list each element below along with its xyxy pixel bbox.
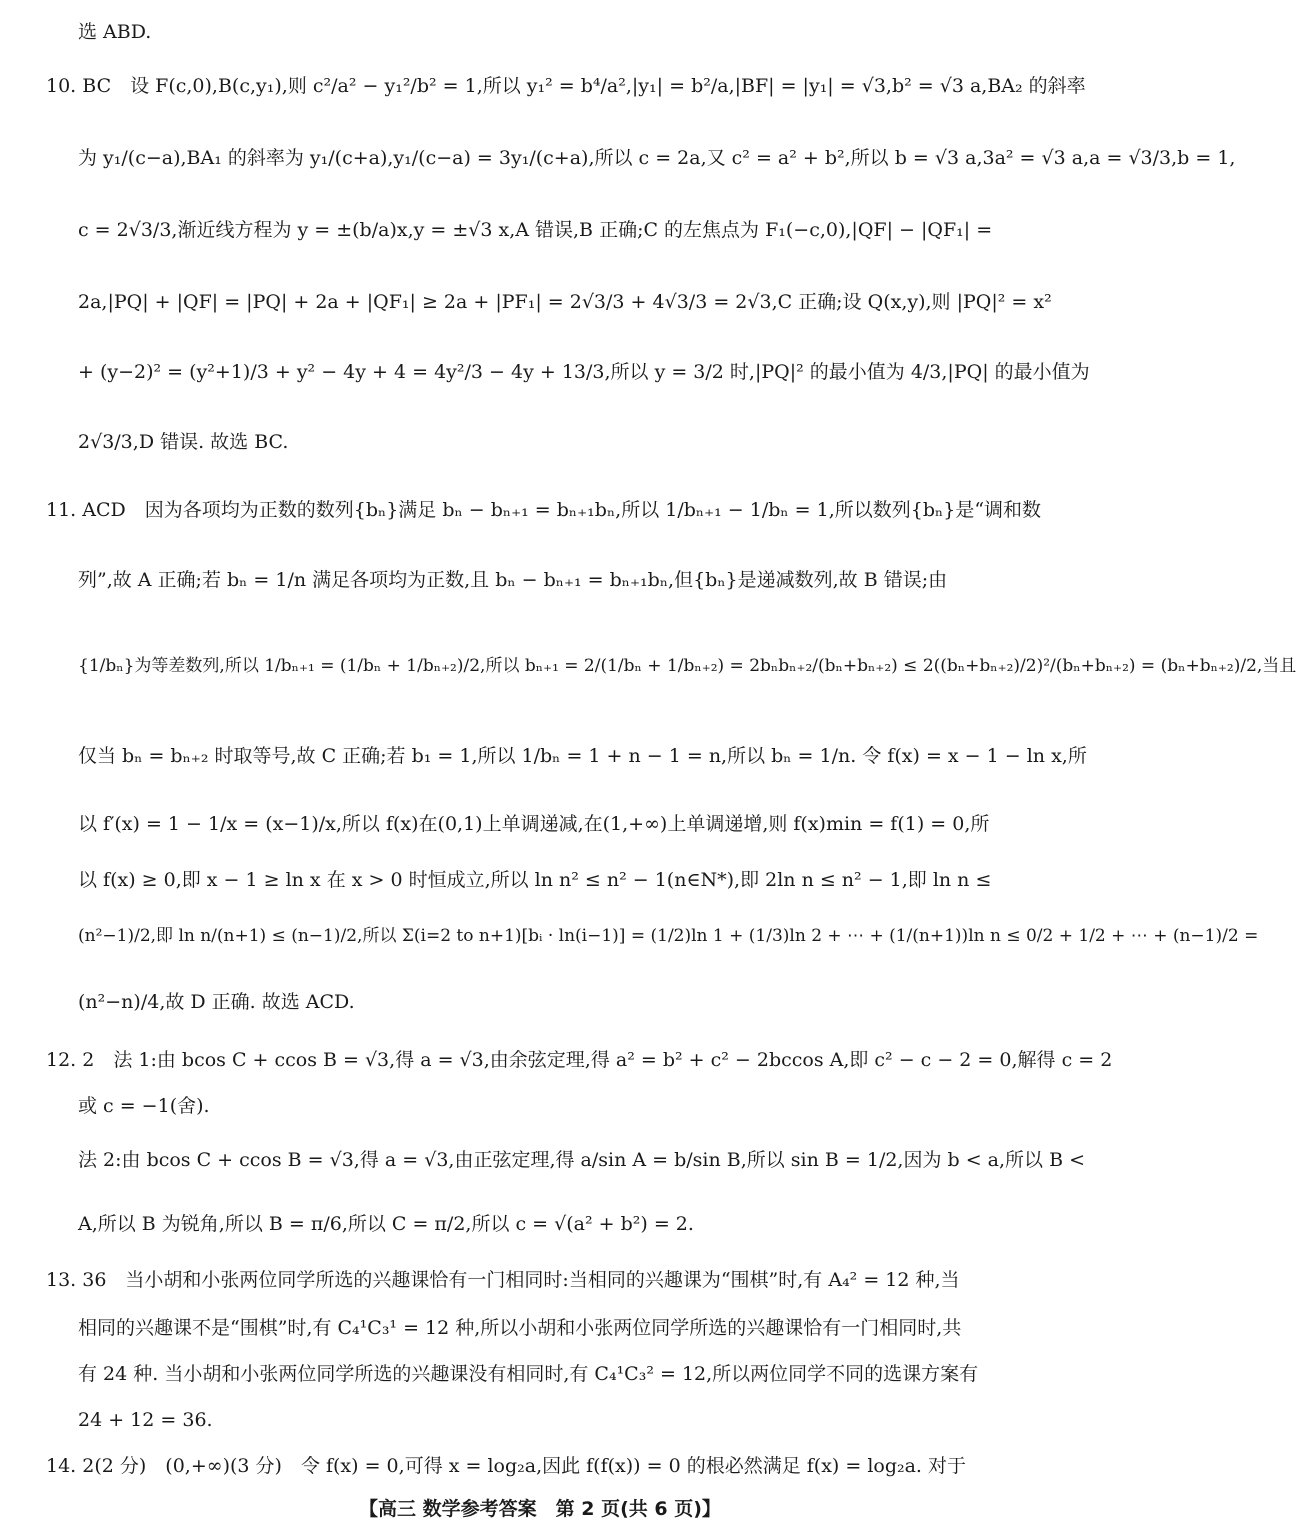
text-line-6: 2√3/3,D 错误. 故选 BC. [78,431,289,453]
text-line-18: A,所以 B 为锐角,所以 B = π/6,所以 C = π/2,所以 c = √(a² + b²) = 2. [78,1213,694,1235]
text-line-14: (n²−n)/4,故 D 正确. 故选 ACD. [78,991,355,1013]
text-line-1: 10. BC 设 F(c,0),B(c,y₁),则 c²/a² − y₁²/b² = 1,所以 y₁² = b⁴/a²,|y₁| = b²/a,|BF| = |y₁| = √3,b² = √3 a,BA₂ 的斜率 [46,75,1086,97]
text-line-13: (n²−1)/2,即 ln n/(n+1) ≤ (n−1)/2,所以 Σ(i=2 to n+1)[bᵢ · ln(i−1)] = (1/2)ln 1 + (1/3)ln 2 + ⋯ + (1/(n+1))ln n ≤ 0/2 + 1/2 + ⋯ + (n−1)/2 = [78,926,1259,946]
text-line-9: {1/bₙ}为等差数列,所以 1/bₙ₊₁ = (1/bₙ + 1/bₙ₊₂)/2,所以 bₙ₊₁ = 2/(1/bₙ + 1/bₙ₊₂) = 2bₙbₙ₊₂/(bₙ+bₙ₊₂) ≤ 2((bₙ+bₙ₊₂)/2)²/(bₙ+bₙ₊₂) = (bₙ+bₙ₊₂)/2,当且 [78,656,1296,676]
text-line-12: 以 f(x) ≥ 0,即 x − 1 ≥ ln x 在 x > 0 时恒成立,所以 ln n² ≤ n² − 1(n∈N*),即 2ln n ≤ n² − 1,即 ln n ≤ [78,869,992,891]
text-line-0: 选 ABD. [78,21,152,43]
text-line-3: c = 2√3/3,渐近线方程为 y = ±(b/a)x,y = ±√3 x,A 错误,B 正确;C 的左焦点为 F₁(−c,0),|QF| − |QF₁| = [78,219,993,241]
text-line-11: 以 f′(x) = 1 − 1/x = (x−1)/x,所以 f(x)在(0,1)上单调递减,在(1,+∞)上单调递增,则 f(x)min = f(1) = 0,所 [78,813,990,835]
text-line-17: 法 2:由 bcos C + ccos B = √3,得 a = √3,由正弦定理,得 a/sin A = b/sin B,所以 sin B = 1/2,因为 b < a,所以 B < [78,1149,1086,1171]
text-line-22: 24 + 12 = 36. [78,1409,213,1431]
text-line-23: 14. 2(2 分) (0,+∞)(3 分) 令 f(x) = 0,可得 x = log₂a,因此 f(f(x)) = 0 的根必然满足 f(x) = log₂a. 对于 [46,1455,967,1477]
text-line-2: 为 y₁/(c−a),BA₁ 的斜率为 y₁/(c+a),y₁/(c−a) = 3y₁/(c+a),所以 c = 2a,又 c² = a² + b²,所以 b = √3 a,3a² = √3 a,a = √3/3,b = 1, [78,147,1236,169]
text-line-16: 或 c = −1(舍). [78,1095,210,1117]
text-line-5: + (y−2)² = (y²+1)/3 + y² − 4y + 4 = 4y²/3 − 4y + 13/3,所以 y = 3/2 时,|PQ|² 的最小值为 4/3,|PQ| 的最小值为 [78,361,1090,383]
page-footer: 【高三 数学参考答案 第 2 页(共 6 页)】 [359,1498,721,1520]
text-line-21: 有 24 种. 当小胡和小张两位同学所选的兴趣课没有相同时,有 C₄¹C₃² = 12,所以两位同学不同的选课方案有 [78,1363,979,1385]
text-line-10: 仅当 bₙ = bₙ₊₂ 时取等号,故 C 正确;若 b₁ = 1,所以 1/bₙ = 1 + n − 1 = n,所以 bₙ = 1/n. 令 f(x) = x − 1 − ln x,所 [78,745,1087,767]
text-line-19: 13. 36 当小胡和小张两位同学所选的兴趣课恰有一门相同时:当相同的兴趣课为“围棋”时,有 A₄² = 12 种,当 [46,1269,960,1291]
text-line-4: 2a,|PQ| + |QF| = |PQ| + 2a + |QF₁| ≥ 2a + |PF₁| = 2√3/3 + 4√3/3 = 2√3,C 正确;设 Q(x,y),则 |PQ|² = x² [78,291,1052,313]
text-line-7: 11. ACD 因为各项均为正数的数列{bₙ}满足 bₙ − bₙ₊₁ = bₙ₊₁bₙ,所以 1/bₙ₊₁ − 1/bₙ = 1,所以数列{bₙ}是“调和数 [46,499,1042,521]
text-line-15: 12. 2 法 1:由 bcos C + ccos B = √3,得 a = √3,由余弦定理,得 a² = b² + c² − 2bccos A,即 c² − c − 2 = 0,解得 c = 2 [46,1049,1113,1071]
text-line-8: 列”,故 A 正确;若 bₙ = 1/n 满足各项均为正数,且 bₙ − bₙ₊₁ = bₙ₊₁bₙ,但{bₙ}是递减数列,故 B 错误;由 [78,569,948,591]
text-line-20: 相同的兴趣课不是“围棋”时,有 C₄¹C₃¹ = 12 种,所以小胡和小张两位同学所选的兴趣课恰有一门相同时,共 [78,1317,962,1339]
